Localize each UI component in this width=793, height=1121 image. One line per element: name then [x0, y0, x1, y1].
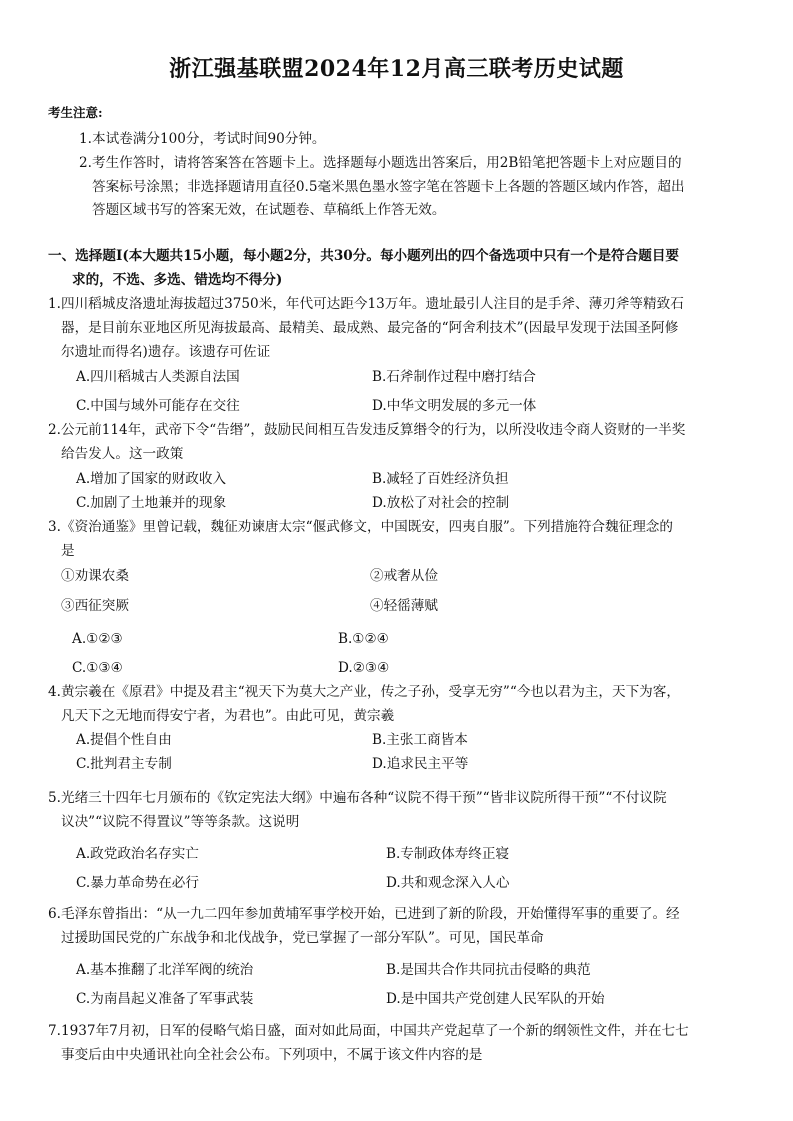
question-3-item-4: ④轻徭薄赋 — [370, 598, 438, 614]
question-4-stem: 凡天下之无地而得安宁者，为君也”。由此可见，黄宗羲 — [61, 708, 395, 724]
question-5-option-a: A.政党政治名存实亡 — [76, 846, 199, 862]
question-2-option-b: B.减轻了百姓经济负担 — [372, 471, 509, 487]
section-heading: 一、选择题Ⅰ(本大题共15小题，每小题2分，共30分。每小题列出的四个备选项中只有一个是符合题目要 — [48, 248, 680, 264]
notice-heading: 考生注意: — [48, 105, 103, 120]
page-title: 浙江强基联盟2024年12月高三联考历史试题 — [169, 56, 624, 82]
question-3-item-3: ③西征突厥 — [61, 598, 129, 614]
question-2-stem: 2.公元前114年，武帝下令“告缗”，鼓励民间相互告发违反算缗令的行为，以所没收违令商人资财的一半奖 — [48, 422, 686, 438]
question-1-option-a: A.四川稻城古人类源自法国 — [76, 369, 240, 385]
question-4-option-b: B.主张工商皆本 — [372, 732, 468, 748]
question-6-option-d: D.是中国共产党创建人民军队的开始 — [386, 991, 605, 1007]
question-3-option-b: B.①②④ — [338, 631, 389, 647]
question-1-option-d: D.中华文明发展的多元一体 — [372, 398, 537, 414]
question-6-option-b: B.是国共合作共同抗击侵略的典范 — [386, 962, 591, 978]
question-3-item-1: ①劝课农桑 — [61, 568, 129, 584]
question-5-stem: 5.光绪三十四年七月颁布的《钦定宪法大纲》中遍布各种“议院不得干预”“皆非议院所得干预”“不付议院 — [48, 790, 667, 806]
notice-item-2-cont: 答题区域书写的答案无效，在试题卷、草稿纸上作答无效。 — [92, 202, 446, 218]
notice-item-1: 1.本试卷满分100分，考试时间90分钟。 — [79, 131, 326, 147]
question-5-option-c: C.暴力革命势在必行 — [76, 875, 199, 891]
question-3-item-2: ②戒奢从俭 — [370, 568, 438, 584]
question-6-option-c: C.为南昌起义准备了军事武装 — [76, 991, 254, 1007]
notice-item-2-cont: 答案标号涂黑；非选择题请用直径0.5毫米黑色墨水签字笔在答题卡上各题的答题区域内作答，超出 — [92, 179, 685, 195]
question-3-option-c: C.①③④ — [72, 660, 123, 676]
question-5-option-b: B.专制政体寿终正寝 — [386, 846, 510, 862]
question-3-stem: 是 — [61, 543, 75, 559]
question-2-option-c: C.加剧了土地兼并的现象 — [76, 495, 227, 511]
question-3-stem: 3.《资治通鉴》里曾记载，魏征劝谏唐太宗“偃武修文，中国既安，四夷自服”。下列措施符合魏征理念的 — [48, 519, 673, 535]
question-2-option-d: D.放松了对社会的控制 — [372, 495, 510, 511]
question-6-stem: 6.毛泽东曾指出：“从一九二四年参加黄埔军事学校开始，已进到了新的阶段，开始懂得军事的重要了。经 — [48, 906, 680, 922]
question-4-option-a: A.提倡个性自由 — [76, 732, 172, 748]
question-1-stem: 尔遗址而得名)遗存。该遗存可佐证 — [61, 344, 271, 360]
question-4-option-c: C.批判君主专制 — [76, 756, 172, 772]
question-2-stem: 给告发人。这一政策 — [61, 446, 184, 462]
question-2-option-a: A.增加了国家的财政收入 — [76, 471, 227, 487]
notice-item-2: 2.考生作答时，请将答案答在答题卡上。选择题每小题选出答案后，用2B铅笔把答题卡上对应题目的 — [79, 155, 682, 171]
question-5-stem: 议决”“议院不得置议”等等条款。这说明 — [61, 814, 300, 830]
question-1-stem: 1.四川稻城皮洛遗址海拔超过3750米，年代可达距今13万年。遗址最引人注目的是手斧、薄刃斧等精致石 — [48, 296, 684, 312]
question-5-option-d: D.共和观念深入人心 — [386, 875, 510, 891]
question-6-option-a: A.基本推翻了北洋军阀的统治 — [76, 962, 254, 978]
question-7-stem: 事变后由中央通讯社向全社会公布。下列项中，不属于该文件内容的是 — [61, 1047, 483, 1063]
question-6-stem: 过援助国民党的广东战争和北伐战争，党已掌握了一部分军队”。可见，国民革命 — [61, 930, 544, 946]
section-heading-cont: 求的，不选、多选、错选均不得分) — [72, 272, 283, 288]
question-3-option-a: A.①②③ — [72, 631, 123, 647]
question-1-stem: 器，是目前东亚地区所见海拔最高、最精美、最成熟、最完备的“阿舍利技术”(因最早发现于法国圣阿修 — [61, 320, 679, 336]
question-1-option-b: B.石斧制作过程中磨打结合 — [372, 369, 536, 385]
question-4-stem: 4.黄宗羲在《原君》中提及君主“视天下为莫大之产业，传之子孙，受享无穷”“今也以君为主，天下为客， — [48, 684, 680, 700]
question-3-option-d: D.②③④ — [338, 660, 390, 676]
question-7-stem: 7.1937年7月初，日军的侵略气焰日盛，面对如此局面，中国共产党起草了一个新的纲领性文件，并在七七 — [48, 1023, 689, 1039]
question-1-option-c: C.中国与域外可能存在交往 — [76, 398, 240, 414]
question-4-option-d: D.追求民主平等 — [372, 756, 469, 772]
